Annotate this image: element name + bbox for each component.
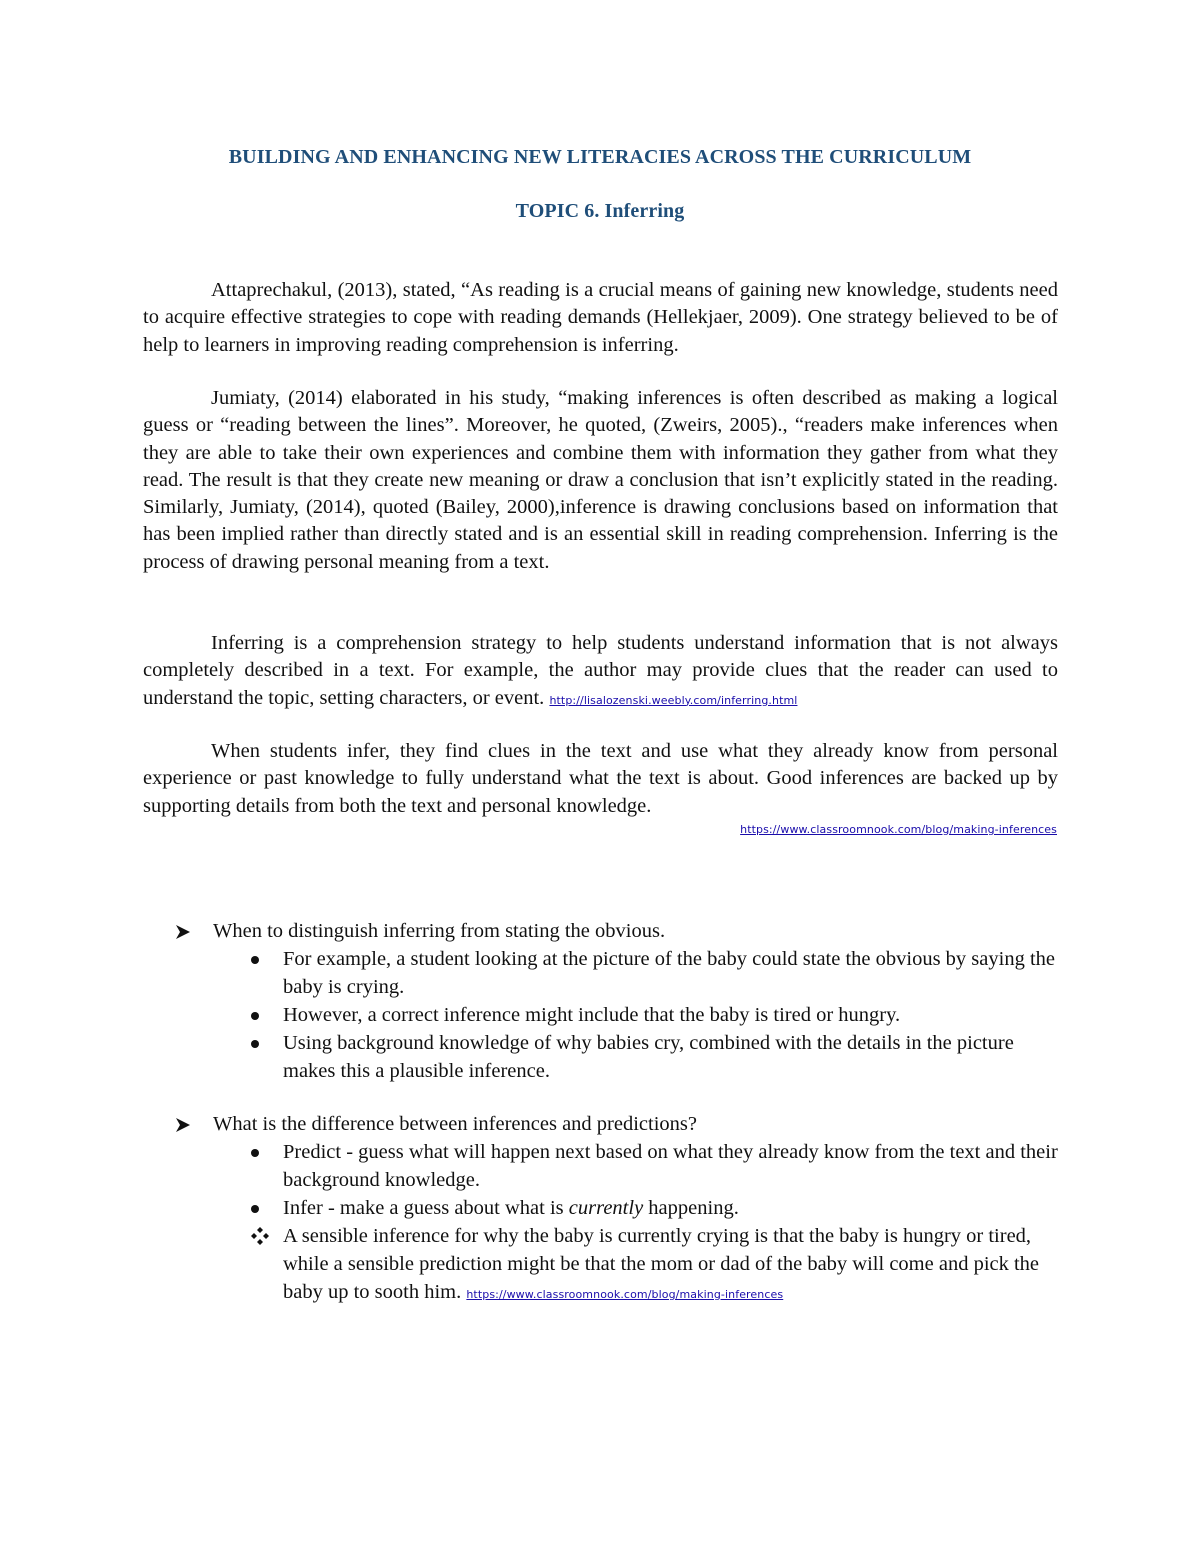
bullet-heading-text: What is the difference between inferences and predictions?: [213, 1113, 697, 1135]
bullet-heading: [143, 917, 1063, 945]
list-item-text: Using background knowledge of why babies cry, combined with the details in the picture makes this a plausible inference.: [283, 1032, 1014, 1082]
list-item-text: A sensible inference for why the baby is currently crying is that the baby is hungry or tired, while a sensible prediction might be that the mom or dad of the baby will come and pick the baby up to sooth him.: [283, 1225, 1040, 1303]
list-item-text: For example, a student looking at the picture of the baby could state the obvious by saying the baby is crying.: [283, 948, 1055, 998]
list-item: [143, 945, 1063, 1001]
bullet-section-obvious: [143, 917, 1063, 1085]
list-item-text-prefix: Infer - make a guess about what is: [283, 1197, 569, 1219]
dot-bullet-icon: [251, 1029, 259, 1057]
bullet-heading-text: When to distinguish inferring from stating the obvious.: [213, 920, 666, 942]
paragraph-inferring-text: Inferring is a comprehension strategy to help students understand information that is not always completely described in a text. For example, the author may provide clues that the reader can used to understand the topic, setting characters, or event.: [143, 632, 1058, 709]
list-item-text: Predict - guess what will happen next based on what they already know from the text and their background knowledge.: [283, 1141, 1058, 1191]
topic-heading: TOPIC 6. Inferring: [515, 200, 685, 222]
list-item: [143, 1001, 1063, 1029]
paragraph-students-infer: When students infer, they find clues in the text and use what they already know from personal experience or past knowledge to fully understand what the text is about. Good inferences are backed up by supporting details from both the text and personal knowledge.: [143, 740, 1058, 817]
dot-bullet-icon: [251, 1138, 259, 1166]
list-item: [143, 1138, 1063, 1194]
dot-bullet-icon: [251, 945, 259, 973]
list-item-text-suffix: happening.: [643, 1197, 739, 1219]
paragraph-attaprechakul: Attaprechakul, (2013), stated, “As reading is a crucial means of gaining new knowledge, students need to acquire effective strategies to cope with reading demands (Hellekjaer, 2009). One strategy believed to be of help to learners in improving reading comprehension is inferring.: [143, 279, 1058, 356]
list-item: [143, 1194, 1063, 1222]
bullet-section-predictions: [143, 1110, 1063, 1309]
source-link-classroomnook[interactable]: https://www.classroomnook.com/blog/making-inferences: [740, 823, 1057, 836]
list-item-text: However, a correct inference might include that the baby is tired or hungry.: [283, 1004, 901, 1026]
source-link-lisalozenski[interactable]: http://lisalozenski.weebly.com/inferring.html: [549, 693, 798, 707]
list-item-text-italic: currently: [568, 1197, 644, 1219]
dot-bullet-icon: [251, 1194, 259, 1222]
source-link-classroomnook-2[interactable]: https://www.classroomnook.com/blog/making-inferences: [466, 1288, 784, 1301]
bullet-heading: [143, 1110, 1063, 1138]
source-link-container: [620, 820, 1057, 838]
list-item: [143, 1222, 1063, 1309]
dot-bullet-icon: [251, 1001, 259, 1029]
document-title: BUILDING AND ENHANCING NEW LITERACIES ACROSS THE CURRICULUM: [228, 146, 972, 168]
list-item: [143, 1029, 1063, 1085]
paragraph-jumiaty: Jumiaty, (2014) elaborated in his study, “making inferences is often described as making a logical guess or “reading between the lines”. Moreover, he quoted, (Zweirs, 2005)., “readers make inferences when they are able to take their own experiences and combine them with information they gather from what they read. The result is that they create new meaning or draw a conclusion that isn’t explicitly stated in the reading. Similarly, Jumiaty, (2014), quoted (Bailey, 2000),inference is drawing conclusions based on information that has been implied rather than directly stated and is an essential skill in reading comprehension. Inferring is the process of drawing personal meaning from a text.: [143, 387, 1058, 573]
paragraph-inferring-strategy: [143, 630, 1058, 714]
four-diamond-bullet-icon: [251, 1222, 269, 1254]
